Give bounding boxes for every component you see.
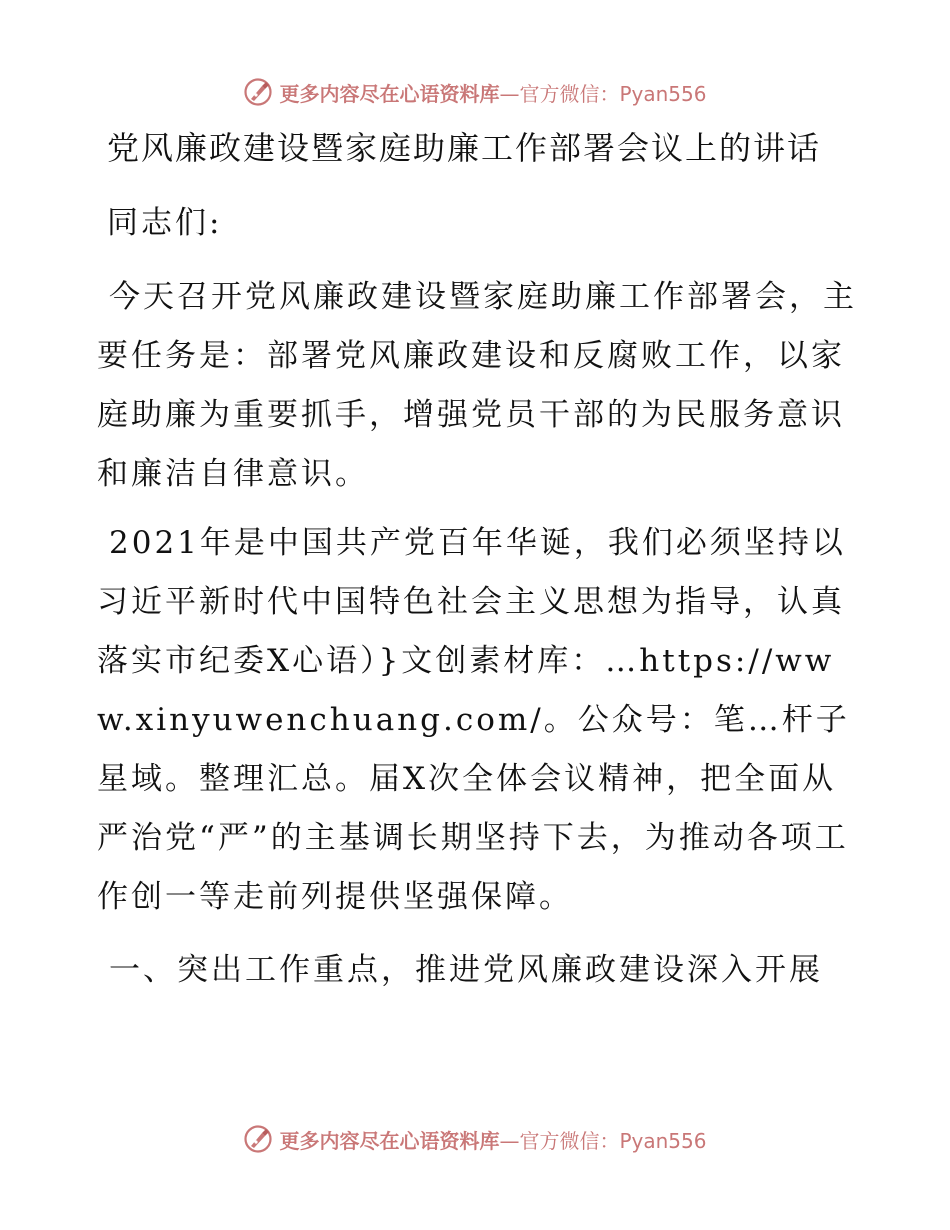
- pen-nib-logo-icon: [243, 77, 273, 107]
- watermark-contact: —官方微信：Pyan556: [499, 81, 707, 106]
- watermark-brand: 更多内容尽在心语资料库: [279, 1128, 500, 1153]
- section-heading: 一、突出工作重点，推进党风廉政建设深入开展: [109, 952, 823, 988]
- watermark-text: [279, 78, 706, 107]
- paragraph-intro: 今天召开党风廉政建设暨家庭助廉工作部署会，主要任务是：部署党风廉政建设和反腐败工作，以家庭助廉为重要抓手，增强党员干部的为民服务意识和廉洁自律意识。: [97, 279, 857, 492]
- watermark-text: [279, 1125, 706, 1154]
- watermark-header: [0, 72, 950, 112]
- watermark-footer: [0, 1119, 950, 1159]
- watermark-brand: 更多内容尽在心语资料库: [279, 81, 500, 106]
- greeting: 同志们:: [107, 205, 223, 241]
- watermark-contact: —官方微信：Pyan556: [499, 1128, 707, 1153]
- pen-nib-logo-icon: [243, 1124, 273, 1154]
- page-title: 党风廉政建设暨家庭助廉工作部署会议上的讲话: [107, 129, 822, 167]
- paragraph-guidance: 2021年是中国共产党百年华诞，我们必须坚持以习近平新时代中国特色社会主义思想为指导，认真落实市纪委X心语）}文创素材库：…https://www.xinyuwenchuang.com/。公众号：笔…杆子星域。整理汇总。届X次全体会议精神，把全面从严治党“严”的主基调长期坚持下去，为推动各项工作创一等走前列提供坚强保障。: [97, 525, 850, 915]
